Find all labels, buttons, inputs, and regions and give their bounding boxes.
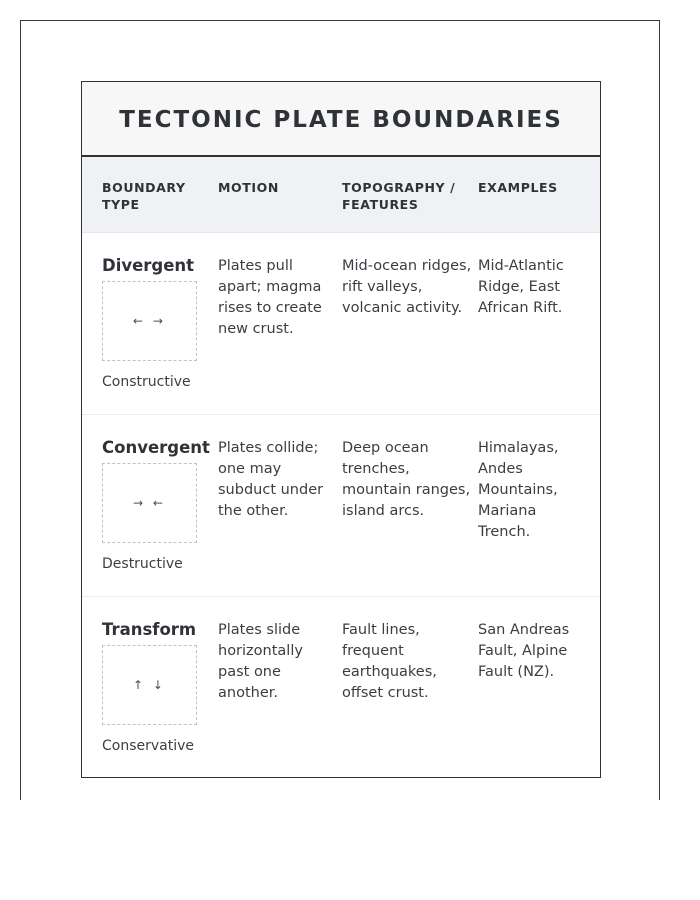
topography-cell: Fault lines, frequent earthquakes, offset crust. (342, 622, 437, 701)
table-header-row (82, 157, 600, 233)
header-topography: TOPOGRAPHY / FEATURES (342, 180, 456, 212)
boundary-name: Transform (102, 620, 197, 639)
boundary-type-cell (82, 619, 218, 779)
page-title: TECTONIC PLATE BOUNDARIES (119, 106, 563, 133)
arrows-together-icon: → ← (102, 463, 197, 543)
boundary-name: Divergent (102, 256, 195, 275)
boundaries-table-card (81, 81, 601, 778)
boundary-type-cell (82, 255, 218, 414)
boundary-subtype: Conservative (102, 738, 195, 754)
title-bar (82, 82, 600, 157)
motion-cell: Plates collide; one may subduct under the other. (218, 440, 324, 519)
boundary-subtype: Constructive (102, 374, 191, 390)
boundary-type-cell (82, 437, 218, 596)
motion-cell: Plates slide horizontally past one another. (218, 622, 303, 701)
topography-cell: Mid-ocean ridges, rift valleys, volcanic activity. (342, 258, 472, 316)
table-row-convergent (82, 415, 600, 597)
table-row-transform (82, 597, 600, 779)
header-motion: MOTION (218, 180, 279, 195)
boundary-name: Convergent (102, 438, 210, 457)
examples-cell: San Andreas Fault, Alpine Fault (NZ). (478, 622, 570, 680)
motion-cell: Plates pull apart; magma rises to create new crust. (218, 258, 322, 337)
boundary-subtype: Destructive (102, 556, 183, 572)
examples-cell: Mid-Atlantic Ridge, East African Rift. (478, 258, 564, 316)
topography-cell: Deep ocean trenches, mountain ranges, island arcs. (342, 440, 471, 519)
header-examples: EXAMPLES (478, 180, 558, 195)
header-boundary-type: BOUNDARY TYPE (102, 180, 186, 212)
arrows-apart-icon: ← → (102, 281, 197, 361)
arrows-slide-icon: ↑ ↓ (102, 645, 197, 725)
table-row-divergent (82, 233, 600, 415)
examples-cell: Himalayas, Andes Mountains, Mariana Trench. (478, 440, 559, 540)
